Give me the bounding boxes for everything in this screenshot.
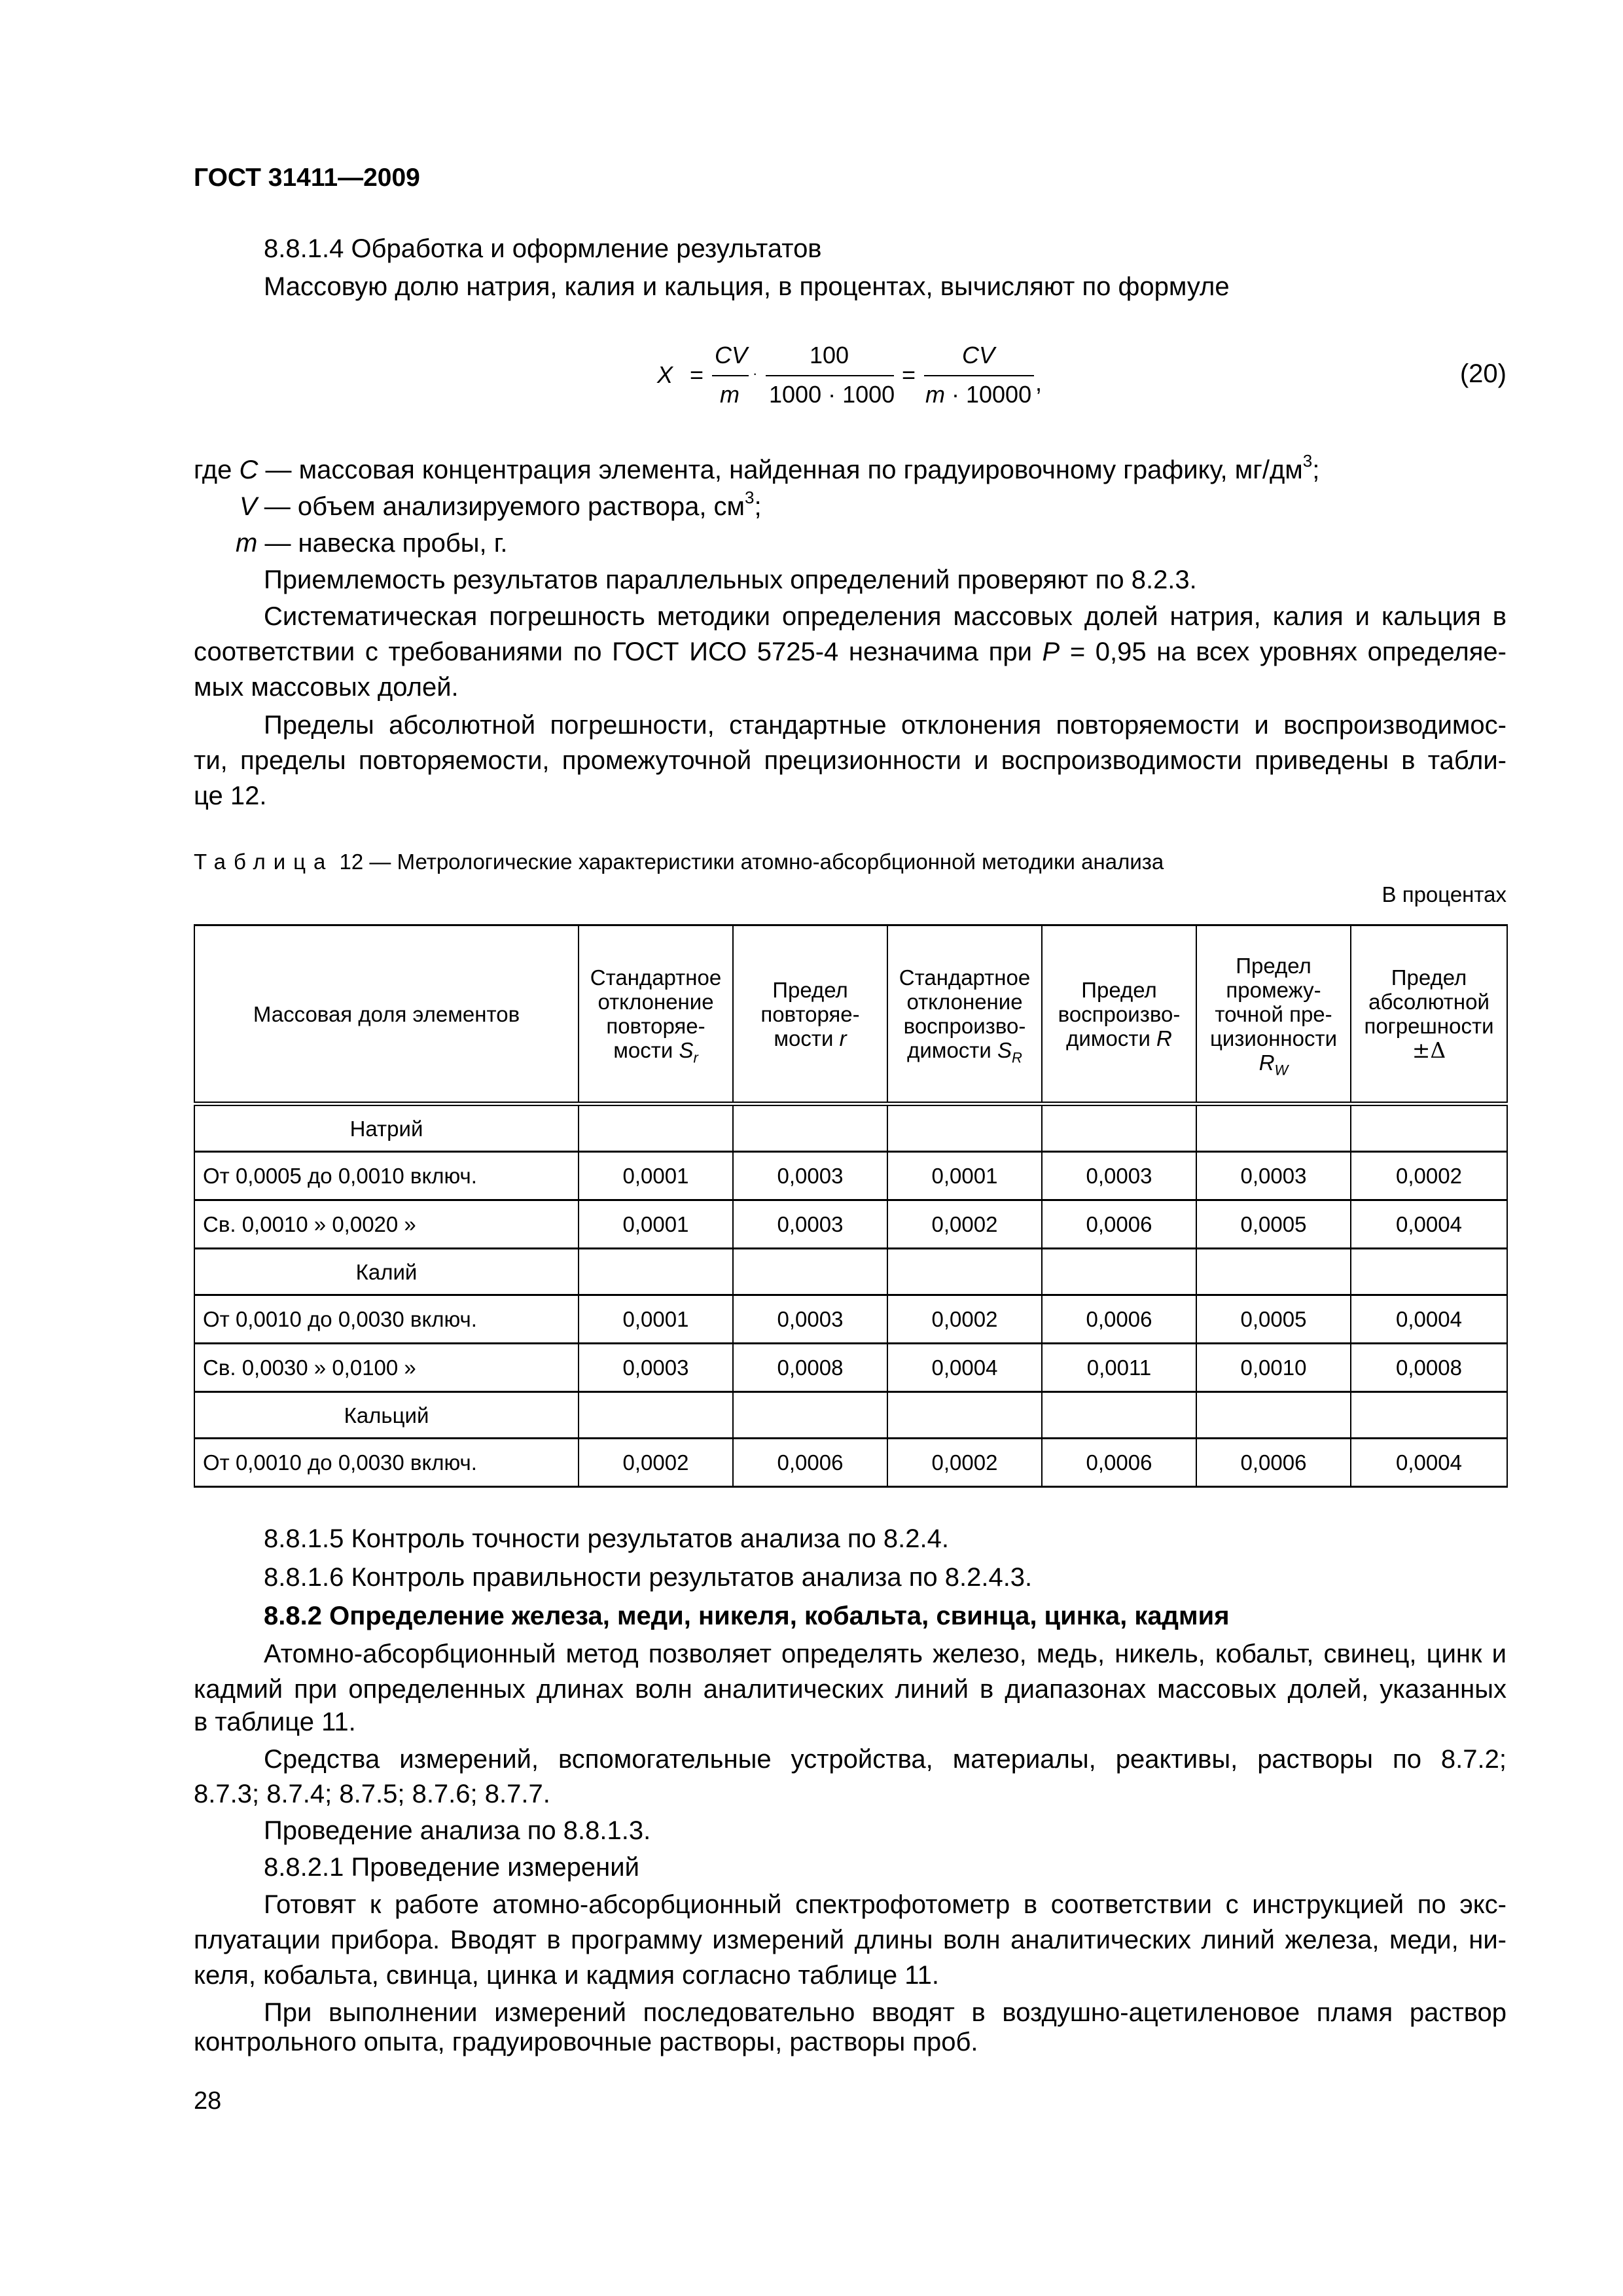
table-row xyxy=(194,1295,1507,1344)
value-cell: 0,0006 xyxy=(1042,1200,1196,1249)
systematic-paragraph-line-1: Систематическая погрешность методики определения массовых долей натрия, калия и кальция в xyxy=(264,602,1507,631)
value-cell: 0,0002 xyxy=(579,1439,733,1487)
aas-paragraph-line-1: Атомно-абсорбционный метод позволяет определять железо, медь, никель, кобальт, свинец, цинк и xyxy=(264,1640,1507,1668)
formula-frac2-denominator: 1000 · 1000 xyxy=(769,381,895,408)
value-cell: 0,0004 xyxy=(1351,1200,1507,1249)
value-cell: 0,0004 xyxy=(1351,1295,1507,1344)
formula-comma: , xyxy=(1035,369,1043,396)
range-cell: От 0,0010 до 0,0030 включ. xyxy=(194,1439,579,1487)
value-cell: 0,0001 xyxy=(579,1295,733,1344)
formula-20 xyxy=(654,337,1047,416)
value-cell: 0,0003 xyxy=(733,1152,887,1200)
limits-paragraph-line-3: це 12. xyxy=(194,781,267,810)
table-row xyxy=(194,1200,1507,1249)
section-8816: 8.8.1.6 Контроль правильности результатов анализа по 8.2.4.3. xyxy=(264,1563,1033,1592)
group-name: Кальций xyxy=(194,1392,579,1439)
group-name: Натрий xyxy=(194,1104,579,1152)
section-8814-intro: Массовую долю натрия, калия и кальция, в процентах, вычисляют по формуле xyxy=(264,272,1230,301)
value-cell: 0,0005 xyxy=(1196,1200,1351,1249)
table-row xyxy=(194,1439,1507,1487)
group-row-potassium xyxy=(194,1249,1507,1295)
value-cell: 0,0006 xyxy=(1042,1439,1196,1487)
section-8821-title: 8.8.2.1 Проведение измерений xyxy=(264,1853,639,1882)
value-cell: 0,0001 xyxy=(887,1152,1042,1200)
metrology-table xyxy=(194,924,1508,1488)
section-8814-title: 8.8.1.4 Обработка и оформление результатов xyxy=(264,234,822,263)
fraction-bar xyxy=(712,375,749,376)
value-cell: 0,0006 xyxy=(1196,1439,1351,1487)
range-cell: От 0,0005 до 0,0010 включ. xyxy=(194,1152,579,1200)
value-cell: 0,0004 xyxy=(1351,1439,1507,1487)
aas-paragraph-line-3: в таблице 11. xyxy=(194,1708,356,1736)
formula-lhs: X xyxy=(657,361,673,388)
value-cell: 0,0003 xyxy=(733,1295,887,1344)
prep-paragraph-line-3: келя, кобальта, свинца, цинка и кадмия согласно таблице 11. xyxy=(194,1961,939,1990)
formula-dot: · xyxy=(753,365,758,382)
table-units: В процентах xyxy=(1382,882,1507,906)
formula-equals: = xyxy=(690,361,704,388)
formula-frac1-denominator: m xyxy=(720,381,740,408)
value-cell: 0,0003 xyxy=(1042,1152,1196,1200)
formula-frac1-numerator: CV xyxy=(715,342,748,368)
value-cell: 0,0004 xyxy=(887,1344,1042,1392)
equation-number: (20) xyxy=(1459,359,1507,388)
fraction-bar xyxy=(924,375,1034,376)
value-cell: 0,0003 xyxy=(579,1344,733,1392)
range-cell: От 0,0010 до 0,0030 включ. xyxy=(194,1295,579,1344)
aas-paragraph-line-2: кадмий при определенных длинах волн аналитических линий в диапазонах массовых долей, указанных xyxy=(194,1675,1507,1704)
measurement-paragraph-line-1: При выполнении измерений последовательно вводят в воздушно-ацетиленовое пламя раствор xyxy=(264,1998,1507,2027)
value-cell: 0,0008 xyxy=(733,1344,887,1392)
formula-frac3-numerator: CV xyxy=(962,342,995,368)
page-number: 28 xyxy=(194,2087,222,2115)
range-cell: Св. 0,0010 » 0,0020 » xyxy=(194,1200,579,1249)
column-header-intermediate-precision-limit: Предел промежу-точной пре-цизионности $R_W$ xyxy=(1196,925,1351,1104)
value-cell: 0,0002 xyxy=(887,1295,1042,1344)
table-caption: Таблица 12 — Метрологические характеристики атомно-абсорбционной методики анализа xyxy=(194,850,1164,874)
section-8815: 8.8.1.5 Контроль точности результатов анализа по 8.2.4. xyxy=(264,1524,949,1553)
value-cell: 0,0005 xyxy=(1196,1295,1351,1344)
value-cell: 0,0002 xyxy=(887,1439,1042,1487)
formula-frac2-numerator: 100 xyxy=(810,342,849,368)
definition-c: где C — массовая концентрация элемента, найденная по градуировочному графику, $мг/дм^3$; xyxy=(194,450,1320,484)
acceptability-paragraph: Приемлемость результатов параллельных определений проверяют по 8.2.3. xyxy=(264,565,1197,594)
prep-paragraph-line-2: плуатации прибора. Вводят в программу измерений длины волн аналитических линий железа, меди, ни- xyxy=(194,1926,1507,1954)
analysis-reference: Проведение анализа по 8.8.1.3. xyxy=(264,1816,651,1845)
value-cell: 0,0006 xyxy=(1042,1295,1196,1344)
limits-paragraph-line-1: Пределы абсолютной погрешности, стандартные отклонения повторяемости и воспроизводимос- xyxy=(264,711,1507,740)
table-row xyxy=(194,1344,1507,1392)
group-row-sodium xyxy=(194,1104,1507,1152)
value-cell: 0,0006 xyxy=(733,1439,887,1487)
column-header-repeatability-sd: Стандартное отклонение повторяе-мости $S_r$ xyxy=(579,925,733,1104)
column-header-reproducibility-sd: Стандартное отклонение воспроизво-димости $S_R$ xyxy=(887,925,1042,1104)
value-cell: 0,0008 xyxy=(1351,1344,1507,1392)
section-882-heading: 8.8.2 Определение железа, меди, никеля, кобальта, свинца, цинка, кадмия xyxy=(264,1602,1230,1630)
document-code-header: ГОСТ 31411—2009 xyxy=(194,164,420,192)
value-cell: 0,0003 xyxy=(1196,1152,1351,1200)
value-cell: 0,0010 xyxy=(1196,1344,1351,1392)
formula-equals: = xyxy=(902,361,916,388)
formula-frac3-denominator: m · 10000 xyxy=(925,381,1032,408)
definition-v: V — объем анализируемого раствора, $см^3$; xyxy=(240,487,762,521)
value-cell: 0,0003 xyxy=(733,1200,887,1249)
value-cell: 0,0002 xyxy=(887,1200,1042,1249)
means-paragraph-line-1: Средства измерений, вспомогательные устройства, материалы, реактивы, растворы по 8.7.2; xyxy=(264,1745,1507,1774)
prep-paragraph-line-1: Готовят к работе атомно-абсорбционный спектрофотометр в соответствии с инструкцией по экс- xyxy=(264,1890,1507,1919)
value-cell: 0,0001 xyxy=(579,1200,733,1249)
group-row-calcium xyxy=(194,1392,1507,1439)
value-cell: 0,0011 xyxy=(1042,1344,1196,1392)
value-cell: 0,0002 xyxy=(1351,1152,1507,1200)
measurement-paragraph-line-2: контрольного опыта, градуировочные растворы, растворы проб. xyxy=(194,2028,978,2056)
means-paragraph-line-2: 8.7.3; 8.7.4; 8.7.5; 8.7.6; 8.7.7. xyxy=(194,1780,550,1808)
column-header-repeatability-limit: Предел повторяе-мости r xyxy=(733,925,887,1104)
range-cell: Св. 0,0030 » 0,0100 » xyxy=(194,1344,579,1392)
limits-paragraph-line-2: ти, пределы повторяемости, промежуточной прецизионности и воспроизводимости приведены в табли- xyxy=(194,746,1507,775)
value-cell: 0,0001 xyxy=(579,1152,733,1200)
fraction-bar xyxy=(766,375,894,376)
group-name: Калий xyxy=(194,1249,579,1295)
column-header-mass-fraction: Массовая доля элементов xyxy=(194,925,579,1104)
systematic-paragraph-line-2: соответствии с требованиями по ГОСТ ИСО 5725-4 незначима при P = 0,95 на всех уровнях определяе- xyxy=(194,637,1507,666)
definition-m: m — навеска пробы, г. xyxy=(236,529,508,558)
column-header-absolute-error-limit: Предел абсолютной погрешности ±Δ xyxy=(1351,925,1507,1104)
systematic-paragraph-line-3: мых массовых долей. xyxy=(194,673,459,702)
table-row xyxy=(194,1152,1507,1200)
column-header-reproducibility-limit: Предел воспроизво-димости R xyxy=(1042,925,1196,1104)
